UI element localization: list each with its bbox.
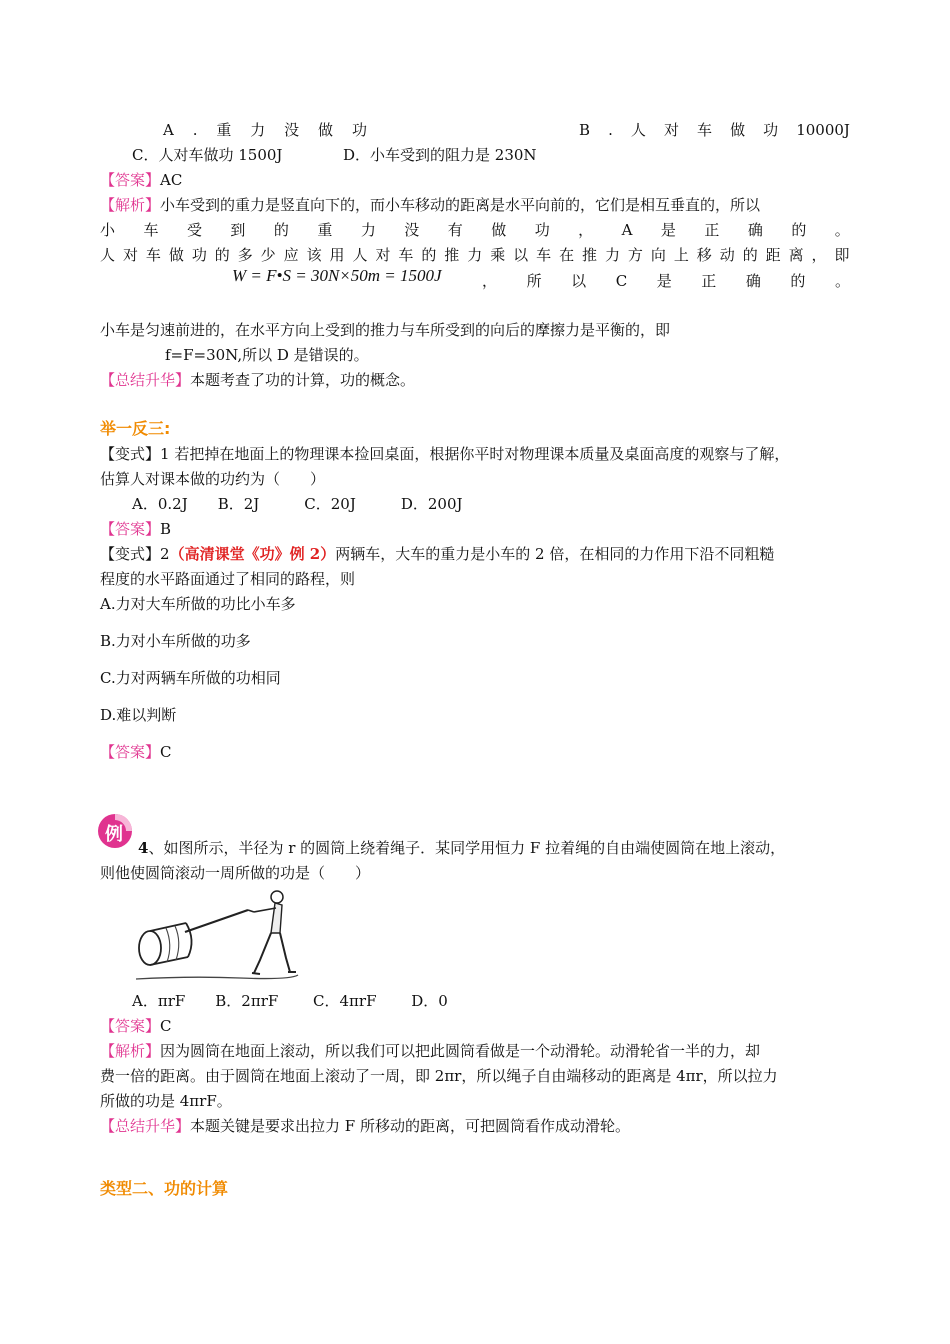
q3-option-b-char: 车 [697, 121, 713, 139]
v2-reference: （高清课堂《功》例 2） [169, 545, 336, 563]
q4-summary: 【总结升华】本题关键是要求出拉力 F 所移动的距离，可把圆筒看作成动滑轮。 [100, 1117, 630, 1135]
example-badge-icon: 例 [96, 812, 134, 850]
cylinder-pull-figure [130, 888, 300, 983]
q3-analysis-char: 力 [360, 221, 376, 239]
q3-option-d: D．小车受到的阻力是 230N [343, 146, 537, 164]
q3-analysis-char: 做 [491, 221, 507, 239]
q3-analysis-char: 车 [398, 246, 414, 264]
q3-analysis-char: 多 [237, 246, 253, 264]
v2-option-d: D.难以判断 [100, 706, 177, 724]
q3-summary: 【总结升华】本题考查了功的计算，功的概念。 [100, 371, 416, 389]
q3-analysis-char: 的 [790, 272, 806, 290]
q3-option-b-char: . [608, 121, 613, 139]
v2-option-b: B.力对小车所做的功多 [100, 632, 251, 650]
q3-analysis-char: 力 [467, 246, 483, 264]
q3-analysis-char: ， [811, 246, 827, 264]
q3-option-b-char: 做 [730, 121, 746, 139]
section-type2-title: 类型二、功的计算 [100, 1179, 229, 1198]
q3-analysis-line2 [100, 220, 850, 240]
section-extension: 举一反三: [100, 419, 171, 438]
q3-analysis-char: 移 [696, 246, 712, 264]
q4-line2: 则他使圆筒滚动一周所做的功是（ ） [100, 864, 371, 882]
q3-analysis-char: 没 [404, 221, 420, 239]
q3-option-b-char: 10000J [796, 121, 850, 139]
q3-analysis-char: 乘 [490, 246, 506, 264]
work-formula: W = F•S = 30N×50m = 1500J [232, 266, 442, 285]
q3-analysis-char: 推 [444, 246, 460, 264]
v1-answer: 【答案】B [100, 520, 172, 538]
q3-analysis-char: 以 [513, 246, 529, 264]
q3-option-b [579, 120, 850, 140]
q4-analysis-line2: 费一倍的距离。由于圆筒在地面上滚动了一周，即 2πr，所以绳子自由端移动的距离是 4πr，所以拉力 [100, 1067, 778, 1085]
q3-analysis-char: 对 [375, 246, 391, 264]
q3-option-b-char: 对 [663, 121, 679, 139]
q3-analysis-char: 确 [747, 221, 763, 239]
q3-analysis-char: 所 [526, 272, 542, 290]
v1-line1: 【变式】1 若把掉在地面上的物理课本捡回桌面，根据你平时对物理课本质量及桌面高度的观察与了解， [100, 445, 790, 463]
v2-option-a: A.力对大车所做的功比小车多 [100, 595, 296, 613]
q3-analysis-char: 向 [650, 246, 666, 264]
q3-analysis-char: 到 [230, 221, 246, 239]
q3-option-a-char: 功 [351, 121, 367, 139]
q3-analysis-char: ， [578, 221, 594, 239]
q4-analysis-line3: 所做的功是 4πrF。 [100, 1092, 232, 1110]
v2-line1: 【变式】2（高清课堂《功》例 2）两辆车，大车的重力是小车的 2 倍，在相同的力作用下沿不同粗糙 [100, 545, 775, 563]
q3-analysis-char: 受 [186, 221, 202, 239]
q3-analysis-char: 力 [604, 246, 620, 264]
q3-analysis-char: 正 [701, 272, 717, 290]
q3-analysis-char: 功 [191, 246, 207, 264]
q3-analysis-char: 的 [214, 246, 230, 264]
q3-analysis-char: 功 [534, 221, 550, 239]
q3-analysis-char: 是 [660, 221, 676, 239]
q3-analysis-char: 用 [329, 246, 345, 264]
q3-analysis-char: 人 [352, 246, 368, 264]
q3-option-b-char: 功 [763, 121, 779, 139]
q4-line1: 4、如图所示，半径为 r 的圆筒上绕着绳子．某同学用恒力 F 拉着绳的自由端使圆筒在地上滚动， [138, 839, 786, 857]
v2-answer: 【答案】C [100, 743, 172, 761]
q3-answer: 【答案】AC [100, 171, 183, 189]
q3-analysis-char: 对 [122, 246, 138, 264]
v2-option-c: C.力对两辆车所做的功相同 [100, 669, 281, 687]
q3-analysis-char: 。 [834, 272, 850, 290]
q3-analysis-char: 距 [765, 246, 781, 264]
q3-analysis-char: 该 [306, 246, 322, 264]
v1-line2: 估算人对课本做的功约为（ ） [100, 470, 326, 488]
q3-analysis-char: 的 [791, 221, 807, 239]
q3-analysis-char: C [615, 272, 628, 290]
v1-options: A．0.2J B．2J C．20J D．200J [132, 495, 463, 513]
q3-analysis-char: 人 [100, 246, 116, 264]
q3-analysis-line3 [100, 245, 850, 265]
q3-analysis-char: 。 [834, 221, 850, 239]
q3-analysis-line1: 【解析】小车受到的重力是竖直向下的，而小车移动的距离是水平向前的，它们是相互垂直的，所以 [100, 196, 761, 214]
q3-analysis-char: 上 [673, 246, 689, 264]
q3-analysis-char: 做 [168, 246, 184, 264]
q3-analysis-char: 小 [100, 221, 116, 239]
q3-analysis-char: 离 [788, 246, 804, 264]
q3-analysis-char: 即 [834, 246, 850, 264]
q4-answer: 【答案】C [100, 1017, 172, 1035]
q3-analysis-char: 的 [742, 246, 758, 264]
q3-option-b-char: 人 [630, 121, 646, 139]
q3-option-a-char: 做 [318, 121, 334, 139]
q3-option-b-char: B [579, 121, 591, 139]
q3-option-a-char: A [163, 121, 174, 139]
q4-options: A．πrF B．2πrF C．4πrF D．0 [132, 992, 448, 1010]
q3-analysis-char: 是 [656, 272, 672, 290]
q3-option-a-char: 力 [250, 121, 266, 139]
v2-line2: 程度的水平路面通过了相同的路程，则 [100, 570, 356, 588]
q3-analysis-char: 车 [145, 246, 161, 264]
q3-analysis-char: 应 [283, 246, 299, 264]
q3-analysis-line4 [482, 271, 850, 291]
q3-analysis-char: 方 [627, 246, 643, 264]
q3-analysis-char: 的 [273, 221, 289, 239]
q4-analysis-line1: 【解析】因为圆筒在地面上滚动，所以我们可以把此圆筒看做是一个动滑轮。动滑轮省一半的力，却 [100, 1042, 761, 1060]
q3-analysis-char: 在 [559, 246, 575, 264]
q3-analysis-char: 的 [421, 246, 437, 264]
q3-analysis-char: 重 [317, 221, 333, 239]
q3-analysis-char: 以 [571, 272, 587, 290]
q3-option-a-char: . [192, 121, 198, 139]
q3-analysis-char: 有 [447, 221, 463, 239]
q3-analysis-char: 推 [582, 246, 598, 264]
q3-analysis-char: 动 [719, 246, 735, 264]
q3-option-a-char: 没 [284, 121, 300, 139]
q3-analysis-char: ， [482, 272, 498, 290]
q3-option-c: C．人对车做功 1500J [132, 146, 283, 164]
q3-option-a-char: 重 [216, 121, 232, 139]
q3-analysis-line6: f=F=30N,所以 D 是错误的。 [165, 346, 369, 364]
q3-analysis-char: 车 [143, 221, 159, 239]
q3-analysis-char: 少 [260, 246, 276, 264]
q3-analysis-char: 正 [704, 221, 720, 239]
q3-analysis-char: A [621, 221, 633, 239]
q3-analysis-char: 车 [536, 246, 552, 264]
q3-analysis-line5: 小车是匀速前进的，在水平方向上受到的推力与车所受到的向后的摩擦力是平衡的，即 [100, 321, 671, 339]
q3-analysis-char: 确 [745, 272, 761, 290]
q3-option-a [163, 120, 367, 140]
